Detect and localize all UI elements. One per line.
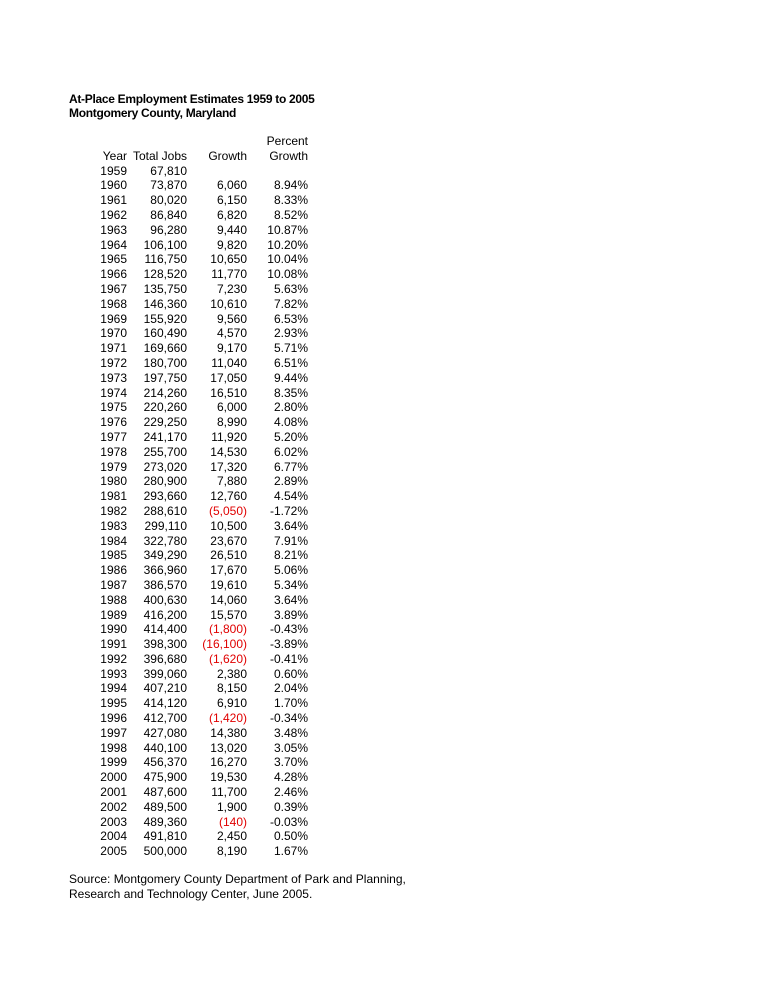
growth-cell: 11,770 — [211, 267, 247, 282]
year-cell: 1971 — [100, 341, 127, 356]
total-jobs-cell: 407,210 — [143, 681, 187, 696]
year-cell: 1979 — [100, 459, 127, 474]
year-cell: 1995 — [100, 696, 127, 711]
table-row — [79, 415, 308, 430]
year-cell: 1997 — [100, 725, 127, 740]
percent-growth-cell: 5.06% — [273, 563, 308, 578]
total-jobs-cell: 96,280 — [150, 222, 187, 237]
year-cell: 1977 — [100, 429, 127, 444]
title-line-2: Montgomery County, Maryland — [69, 106, 237, 120]
growth-cell: 17,050 — [210, 370, 247, 385]
table-row — [79, 548, 308, 563]
growth-cell: 26,510 — [210, 548, 247, 563]
total-jobs-cell: 475,900 — [143, 770, 187, 785]
growth-cell: 15,570 — [210, 607, 247, 622]
percent-growth-cell: 3.48% — [273, 725, 308, 740]
growth-cell: 10,610 — [210, 296, 247, 311]
growth-cell: 23,670 — [210, 533, 247, 548]
total-jobs-cell: 386,570 — [143, 577, 187, 592]
year-cell: 1966 — [100, 267, 127, 282]
growth-cell: 11,700 — [211, 785, 247, 800]
year-cell: 1959 — [100, 163, 127, 178]
year-cell: 1976 — [100, 415, 127, 430]
total-jobs-cell: 273,020 — [143, 459, 187, 474]
growth-cell: 6,060 — [216, 178, 247, 193]
total-jobs-cell: 146,360 — [143, 296, 187, 311]
total-jobs-cell: 396,680 — [143, 651, 187, 666]
table-row — [79, 667, 308, 682]
growth-cell: 10,500 — [210, 518, 247, 533]
table-row — [79, 252, 308, 267]
table-row — [79, 741, 308, 756]
total-jobs-cell: 280,900 — [143, 474, 187, 489]
total-jobs-cell: 241,170 — [143, 429, 187, 444]
year-cell: 1988 — [100, 592, 127, 607]
table-row — [79, 563, 308, 578]
growth-cell: 13,020 — [210, 740, 247, 755]
percent-growth-cell: 6.51% — [273, 355, 308, 370]
percent-growth-cell: 6.77% — [273, 459, 308, 474]
table-row — [79, 474, 308, 489]
percent-growth-cell: -0.03% — [269, 814, 308, 829]
growth-cell: 7,880 — [216, 474, 247, 489]
percent-growth-cell: -0.43% — [269, 622, 308, 637]
growth-cell: 6,820 — [216, 207, 247, 222]
source-line-1: Source: Montgomery County Department of Park and Planning, — [69, 872, 406, 886]
growth-cell: (1,420) — [208, 711, 247, 726]
table-row — [79, 371, 308, 386]
percent-growth-cell: 8.52% — [273, 207, 308, 222]
year-cell: 1989 — [100, 607, 127, 622]
table-row — [79, 608, 308, 623]
growth-cell: 2,380 — [216, 666, 247, 681]
percent-growth-cell: 0.39% — [273, 799, 308, 814]
year-cell: 1975 — [100, 400, 127, 415]
percent-growth-cell: 10.08% — [267, 267, 308, 282]
year-cell: 1991 — [100, 637, 127, 652]
year-cell: 1980 — [100, 474, 127, 489]
percent-growth-cell: 4.08% — [273, 415, 308, 430]
total-jobs-cell: 489,500 — [143, 799, 187, 814]
percent-growth-cell: 6.53% — [273, 311, 308, 326]
source-line-2: Research and Technology Center, June 2005. — [69, 887, 313, 901]
total-jobs-cell: 399,060 — [143, 666, 187, 681]
percent-growth-cell: 7.91% — [273, 533, 308, 548]
table-row — [79, 178, 308, 193]
growth-cell: 9,820 — [216, 237, 247, 252]
percent-growth-cell: -0.34% — [269, 711, 308, 726]
percent-growth-cell: 9.44% — [273, 370, 308, 385]
total-jobs-cell: 416,200 — [143, 607, 187, 622]
total-jobs-cell: 67,810 — [150, 163, 187, 178]
percent-growth-cell: 0.50% — [273, 829, 308, 844]
table-row — [79, 445, 308, 460]
year-cell: 1984 — [100, 533, 127, 548]
total-jobs-cell: 366,960 — [143, 563, 187, 578]
growth-cell: 14,060 — [210, 592, 247, 607]
percent-growth-cell: 10.20% — [267, 237, 308, 252]
growth-cell: 19,610 — [210, 577, 247, 592]
total-jobs-cell: 299,110 — [144, 518, 187, 533]
source-note — [69, 872, 406, 902]
percent-growth-cell: 6.02% — [273, 444, 308, 459]
percent-growth-cell: 8.35% — [273, 385, 308, 400]
growth-cell: 8,190 — [216, 844, 247, 859]
table-row — [79, 430, 308, 445]
total-jobs-cell: 427,080 — [143, 725, 187, 740]
table-row — [79, 208, 308, 223]
percent-growth-cell: 7.82% — [273, 296, 308, 311]
table-row — [79, 829, 308, 844]
table-row — [79, 460, 308, 475]
table-row — [79, 622, 308, 637]
table-row — [79, 267, 308, 282]
year-cell: 1961 — [100, 193, 127, 208]
growth-cell: 14,380 — [210, 725, 247, 740]
total-jobs-cell: 80,020 — [150, 193, 187, 208]
year-cell: 1972 — [100, 355, 127, 370]
year-cell: 1992 — [100, 651, 127, 666]
total-jobs-cell: 414,120 — [143, 696, 187, 711]
percent-growth-cell: 2.89% — [273, 474, 308, 489]
total-jobs-cell: 491,810 — [143, 829, 187, 844]
table-row — [79, 681, 308, 696]
percent-growth-cell: 1.67% — [273, 844, 308, 859]
table-row — [79, 297, 308, 312]
percent-growth-cell: -1.72% — [269, 503, 308, 518]
year-cell: 1978 — [100, 444, 127, 459]
year-cell: 1967 — [100, 281, 127, 296]
table-row — [79, 593, 308, 608]
total-jobs-cell: 73,870 — [150, 178, 187, 193]
total-jobs-cell: 128,520 — [143, 267, 187, 282]
table-row — [79, 726, 308, 741]
growth-cell: 1,900 — [216, 799, 247, 814]
growth-cell: 16,510 — [210, 385, 247, 400]
growth-cell: 6,150 — [216, 193, 247, 208]
percent-growth-cell: 2.46% — [273, 785, 308, 800]
header-percent-line-1: Percent — [266, 134, 308, 148]
total-jobs-cell: 500,000 — [143, 844, 187, 859]
table-row — [79, 696, 308, 711]
total-jobs-cell: 412,700 — [143, 711, 187, 726]
total-jobs-cell: 229,250 — [143, 415, 187, 430]
growth-cell: 17,670 — [210, 563, 247, 578]
total-jobs-cell: 116,750 — [144, 252, 187, 267]
total-jobs-cell: 456,370 — [143, 755, 187, 770]
header-row-1 — [79, 134, 308, 149]
year-cell: 1990 — [100, 622, 127, 637]
table-row — [79, 578, 308, 593]
growth-cell: (5,050) — [208, 503, 247, 518]
percent-growth-cell: 2.80% — [273, 400, 308, 415]
growth-cell: (1,800) — [208, 622, 247, 637]
header-growth: Growth — [208, 148, 247, 163]
table-row — [79, 193, 308, 208]
total-jobs-cell: 86,840 — [150, 207, 187, 222]
growth-cell: 12,760 — [210, 489, 247, 504]
percent-growth-cell: 5.34% — [273, 577, 308, 592]
table-row — [79, 489, 308, 504]
percent-growth-cell: 0.60% — [273, 666, 308, 681]
percent-growth-cell: 10.04% — [267, 252, 308, 267]
title-line-1: At-Place Employment Estimates 1959 to 2005 — [69, 92, 315, 106]
growth-cell: 8,150 — [216, 681, 247, 696]
table-row — [79, 519, 308, 534]
total-jobs-cell: 293,660 — [143, 489, 187, 504]
table-header — [79, 134, 308, 164]
year-cell: 1964 — [100, 237, 127, 252]
table-row — [79, 815, 308, 830]
percent-growth-cell: 1.70% — [273, 696, 308, 711]
year-cell: 1998 — [100, 740, 127, 755]
growth-cell: 7,230 — [216, 281, 247, 296]
percent-growth-cell: 8.21% — [273, 548, 308, 563]
percent-growth-cell: 3.70% — [273, 755, 308, 770]
growth-cell: 8,990 — [216, 415, 247, 430]
table-row — [79, 326, 308, 341]
percent-growth-cell: 10.87% — [267, 222, 308, 237]
table-row — [79, 238, 308, 253]
year-cell: 1969 — [100, 311, 127, 326]
growth-cell: 2,450 — [216, 829, 247, 844]
percent-growth-cell: 4.28% — [273, 770, 308, 785]
growth-cell: 6,000 — [216, 400, 247, 415]
total-jobs-cell: 197,750 — [143, 370, 187, 385]
percent-growth-cell: 8.94% — [273, 178, 308, 193]
growth-cell: 17,320 — [210, 459, 247, 474]
growth-cell: 11,040 — [211, 355, 247, 370]
total-jobs-cell: 106,100 — [143, 237, 187, 252]
header-year: Year — [102, 148, 127, 163]
header-percent-line-2: Growth — [269, 148, 308, 163]
total-jobs-cell: 160,490 — [143, 326, 187, 341]
year-cell: 2004 — [100, 829, 127, 844]
table-row — [79, 356, 308, 371]
total-jobs-cell: 220,260 — [143, 400, 187, 415]
header-row-2 — [79, 149, 308, 164]
year-cell: 1970 — [100, 326, 127, 341]
growth-cell: 14,530 — [210, 444, 247, 459]
percent-growth-cell: 2.04% — [273, 681, 308, 696]
percent-growth-cell: 5.63% — [273, 281, 308, 296]
total-jobs-cell: 135,750 — [143, 281, 187, 296]
year-cell: 1986 — [100, 563, 127, 578]
year-cell: 1960 — [100, 178, 127, 193]
total-jobs-cell: 487,600 — [143, 785, 187, 800]
growth-cell: 9,440 — [216, 222, 247, 237]
year-cell: 1993 — [100, 666, 127, 681]
year-cell: 2001 — [100, 785, 127, 800]
year-cell: 1983 — [100, 518, 127, 533]
year-cell: 1963 — [100, 222, 127, 237]
percent-growth-cell: 5.71% — [273, 341, 308, 356]
growth-cell: 16,270 — [210, 755, 247, 770]
growth-cell: 9,170 — [216, 341, 247, 356]
employment-table — [79, 134, 308, 859]
year-cell: 1982 — [100, 503, 127, 518]
percent-growth-cell: -0.41% — [269, 651, 308, 666]
year-cell: 2000 — [100, 770, 127, 785]
table-row — [79, 800, 308, 815]
total-jobs-cell: 400,630 — [143, 592, 187, 607]
growth-cell — [187, 164, 247, 179]
year-cell: 1999 — [100, 755, 127, 770]
total-jobs-cell: 489,360 — [143, 814, 187, 829]
growth-cell: (1,620) — [208, 651, 247, 666]
table-row — [79, 711, 308, 726]
table-row — [79, 386, 308, 401]
table-row — [79, 785, 308, 800]
table-row — [79, 652, 308, 667]
total-jobs-cell: 169,660 — [143, 341, 187, 356]
percent-growth-cell: 3.05% — [273, 740, 308, 755]
growth-cell: 9,560 — [216, 311, 247, 326]
percent-growth-cell: 8.33% — [273, 193, 308, 208]
year-cell: 1965 — [100, 252, 127, 267]
total-jobs-cell: 288,610 — [143, 503, 187, 518]
year-cell: 1968 — [100, 296, 127, 311]
total-jobs-cell: 214,260 — [143, 385, 187, 400]
percent-growth-cell — [247, 164, 308, 179]
percent-growth-cell: 2.93% — [273, 326, 308, 341]
year-cell: 2005 — [100, 844, 127, 859]
table-row — [79, 164, 308, 179]
percent-growth-cell: 3.64% — [273, 592, 308, 607]
growth-cell: 4,570 — [216, 326, 247, 341]
percent-growth-cell: 5.20% — [273, 429, 308, 444]
year-cell: 2002 — [100, 799, 127, 814]
growth-cell: 10,650 — [210, 252, 247, 267]
table-row — [79, 770, 308, 785]
table-row — [79, 400, 308, 415]
table-body — [79, 164, 308, 859]
year-cell: 1981 — [100, 489, 127, 504]
total-jobs-cell: 349,290 — [143, 548, 187, 563]
table-row — [79, 282, 308, 297]
table-row — [79, 637, 308, 652]
total-jobs-cell: 398,300 — [143, 637, 187, 652]
table-row — [79, 755, 308, 770]
year-cell: 1994 — [100, 681, 127, 696]
growth-cell: 6,910 — [216, 696, 247, 711]
year-cell: 1987 — [100, 577, 127, 592]
total-jobs-cell: 440,100 — [143, 740, 187, 755]
percent-growth-cell: -3.89% — [269, 637, 308, 652]
percent-growth-cell: 3.64% — [273, 518, 308, 533]
table-row — [79, 223, 308, 238]
year-cell: 1962 — [100, 207, 127, 222]
total-jobs-cell: 414,400 — [143, 622, 187, 637]
year-cell: 2003 — [100, 814, 127, 829]
year-cell: 1985 — [100, 548, 127, 563]
percent-growth-cell: 4.54% — [273, 489, 308, 504]
header-total-jobs: Total Jobs — [132, 148, 187, 163]
growth-cell: 19,530 — [210, 770, 247, 785]
total-jobs-cell: 155,920 — [143, 311, 187, 326]
table-row — [79, 312, 308, 327]
growth-cell: 11,920 — [211, 429, 247, 444]
table-row — [79, 504, 308, 519]
year-cell: 1973 — [100, 370, 127, 385]
year-cell: 1974 — [100, 385, 127, 400]
table-row — [79, 534, 308, 549]
table-row — [79, 341, 308, 356]
growth-cell: (140) — [218, 814, 247, 829]
percent-growth-cell: 3.89% — [273, 607, 308, 622]
total-jobs-cell: 322,780 — [143, 533, 187, 548]
growth-cell: (16,100) — [202, 637, 247, 652]
year-cell: 1996 — [100, 711, 127, 726]
total-jobs-cell: 180,700 — [143, 355, 187, 370]
total-jobs-cell: 255,700 — [143, 444, 187, 459]
table-row — [79, 844, 308, 859]
